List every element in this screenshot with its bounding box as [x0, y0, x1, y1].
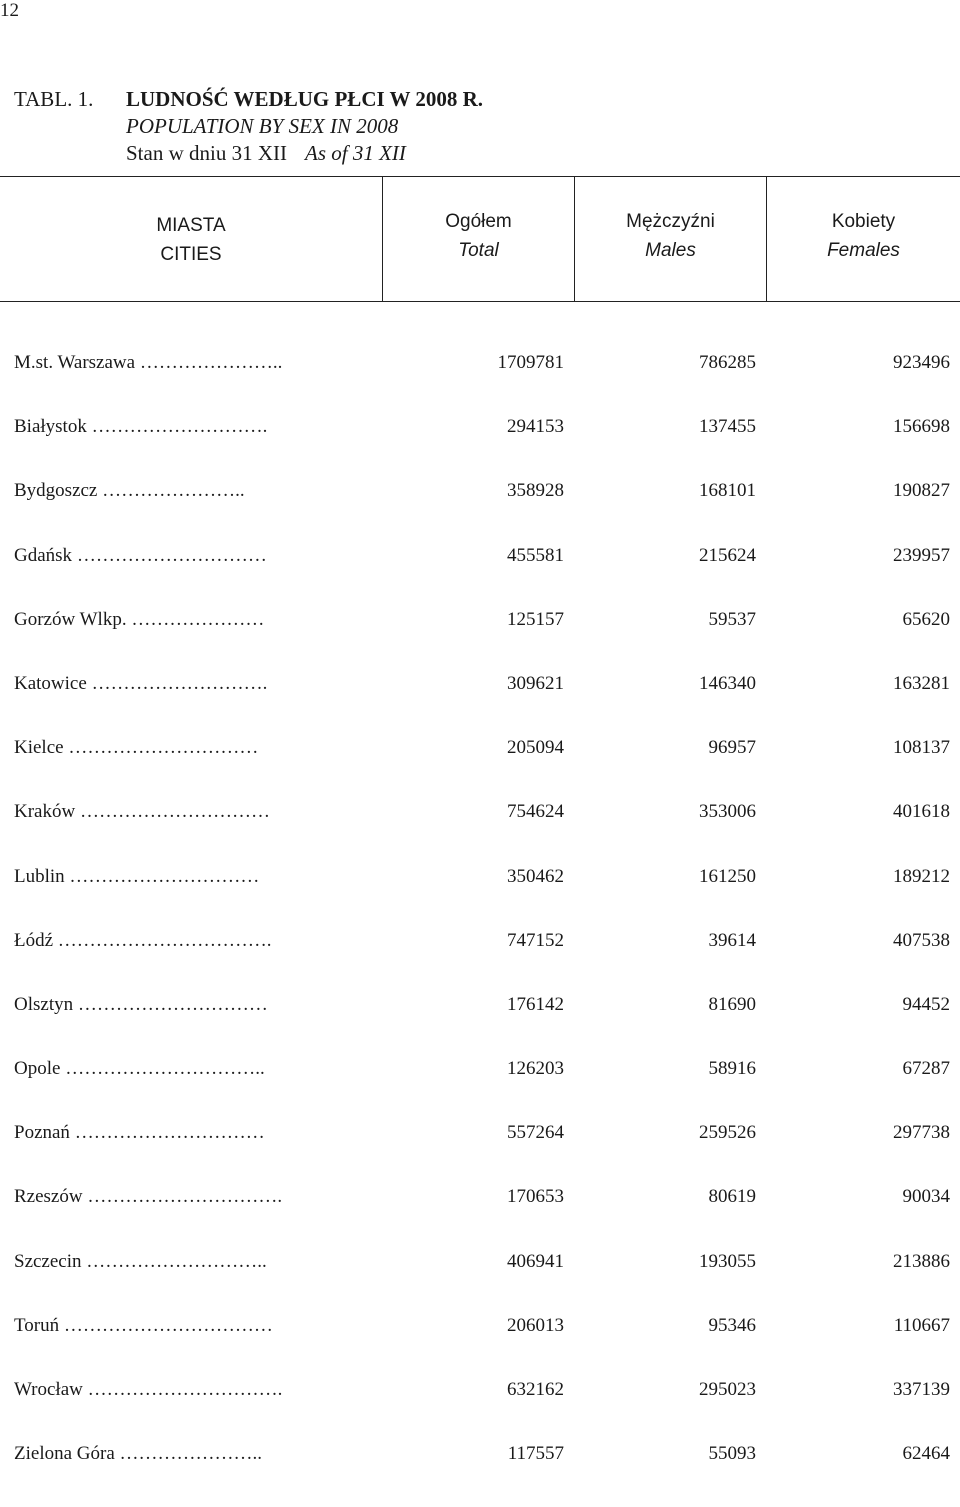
header-males: [575, 207, 766, 265]
dot-leader: …………………………: [69, 865, 260, 887]
table-body: [0, 352, 960, 1507]
city-name: M.st. Warszawa: [14, 352, 136, 373]
total-value: 125157: [507, 608, 564, 630]
table-row: [0, 1315, 960, 1379]
total-value: 455581: [507, 544, 564, 566]
header-males-en: Males: [645, 240, 696, 261]
males-value: 95346: [708, 1314, 756, 1336]
females-value: 337139: [893, 1379, 950, 1400]
city-name: Gdańsk: [14, 544, 73, 566]
table-row: [0, 930, 960, 994]
header-total-en: Total: [458, 240, 499, 261]
females-value: 94452: [902, 993, 950, 1015]
table-row: [0, 1058, 960, 1122]
dot-leader: …………………………: [68, 737, 259, 759]
males-value: 215624: [699, 544, 756, 566]
dot-leader: ………………………….: [87, 1379, 283, 1400]
city-cell: [14, 994, 364, 1016]
table-row: [0, 1443, 960, 1507]
city-name: Poznań: [14, 1122, 70, 1144]
city-cell: [14, 801, 364, 823]
header-females-en: Females: [827, 240, 900, 261]
dot-leader: …………………………….: [57, 929, 272, 951]
females-value: 297738: [893, 1122, 950, 1144]
total-value: 350462: [507, 865, 564, 887]
header-total: [383, 207, 574, 265]
city-cell: [14, 352, 364, 374]
title-english: POPULATION BY SEX IN 2008: [126, 114, 399, 138]
dot-leader: …………………………: [77, 993, 268, 1015]
males-value: 58916: [708, 1058, 756, 1080]
total-value: 205094: [507, 737, 564, 759]
city-cell: [14, 416, 364, 438]
females-value: 62464: [902, 1443, 950, 1465]
table-row: [0, 545, 960, 609]
table-row: [0, 994, 960, 1058]
city-cell: [14, 1379, 364, 1401]
header-males-pl: Mężczyźni: [626, 211, 715, 232]
females-value: 213886: [893, 1250, 950, 1272]
females-value: 108137: [893, 737, 950, 759]
dot-leader: …………………………: [79, 801, 270, 823]
dot-leader: …………………..: [139, 352, 283, 373]
header-females: [767, 207, 960, 265]
city-name: Kielce: [14, 737, 64, 759]
males-value: 353006: [699, 801, 756, 823]
males-value: 259526: [699, 1122, 756, 1144]
city-name: Szczecin: [14, 1250, 82, 1272]
total-value: 747152: [507, 929, 564, 951]
dot-leader: ………………………….: [87, 1186, 283, 1208]
city-name: Opole: [14, 1058, 61, 1080]
table-label: TABL. 1.: [14, 87, 94, 111]
males-value: 146340: [699, 672, 756, 694]
table-row: [0, 866, 960, 930]
males-value: 59537: [708, 608, 756, 630]
dot-leader: ……………………….: [91, 672, 268, 694]
table-row: [0, 1379, 960, 1443]
title-polish: LUDNOŚĆ WEDŁUG PŁCI W 2008 R.: [126, 87, 484, 111]
females-value: 65620: [902, 608, 950, 630]
city-name: Olsztyn: [14, 993, 74, 1015]
females-value: 110667: [893, 1314, 950, 1336]
males-value: 137455: [699, 416, 756, 438]
header-cities: [0, 211, 382, 269]
city-cell: [14, 1443, 364, 1465]
table-title-block: [14, 86, 483, 167]
males-value: 193055: [699, 1250, 756, 1272]
city-name: Kraków: [14, 801, 76, 823]
total-value: 1709781: [497, 352, 564, 373]
females-value: 407538: [893, 929, 950, 951]
dot-leader: ………………………..: [86, 1250, 267, 1272]
dot-leader: …………………..: [119, 1443, 263, 1465]
total-value: 294153: [507, 416, 564, 438]
dot-leader: ……………………………: [63, 1314, 273, 1336]
city-name: Katowice: [14, 672, 87, 694]
males-value: 295023: [699, 1379, 756, 1400]
males-value: 39614: [708, 929, 756, 951]
total-value: 309621: [507, 672, 564, 694]
males-value: 55093: [708, 1443, 756, 1465]
total-value: 126203: [507, 1058, 564, 1080]
city-name: Rzeszów: [14, 1186, 83, 1208]
city-cell: [14, 737, 364, 759]
total-value: 170653: [507, 1186, 564, 1208]
city-cell: [14, 480, 364, 502]
header-total-pl: Ogółem: [445, 211, 512, 232]
table-row: [0, 1122, 960, 1186]
total-value: 632162: [507, 1379, 564, 1400]
total-value: 406941: [507, 1250, 564, 1272]
header-cities-pl: MIASTA: [156, 215, 226, 236]
city-name: Zielona Góra: [14, 1443, 115, 1465]
city-name: Białystok: [14, 416, 87, 438]
table-row: [0, 416, 960, 480]
dot-leader: …………………………: [74, 1122, 265, 1144]
dot-leader: …………………..: [102, 480, 245, 502]
city-cell: [14, 866, 364, 888]
table-row: [0, 1251, 960, 1315]
males-value: 786285: [699, 352, 756, 373]
total-value: 206013: [507, 1314, 564, 1336]
city-cell: [14, 1186, 364, 1208]
city-cell: [14, 609, 364, 631]
total-value: 358928: [507, 480, 564, 502]
city-cell: [14, 1315, 364, 1337]
total-value: 754624: [507, 801, 564, 823]
females-value: 163281: [893, 672, 950, 694]
table-row: [0, 609, 960, 673]
females-value: 90034: [902, 1186, 950, 1208]
city-name: Bydgoszcz: [14, 480, 98, 502]
males-value: 96957: [708, 737, 756, 759]
title-line-main: [14, 86, 483, 113]
dot-leader: …………………………: [76, 544, 267, 566]
females-value: 923496: [893, 352, 950, 373]
city-cell: [14, 545, 364, 567]
city-cell: [14, 930, 364, 952]
table-row: [0, 801, 960, 865]
total-value: 117557: [507, 1443, 564, 1465]
table-row: [0, 673, 960, 737]
city-name: Toruń: [14, 1314, 60, 1336]
dot-leader: …………………………..: [65, 1058, 265, 1080]
females-value: 189212: [893, 865, 950, 887]
table-row: [0, 480, 960, 544]
table-row: [0, 1186, 960, 1250]
city-name: Lublin: [14, 865, 65, 887]
state-polish: Stan w dniu 31 XII: [126, 141, 287, 165]
page-number: 12: [0, 0, 19, 21]
city-cell: [14, 1251, 364, 1273]
header-cities-en: CITIES: [160, 244, 222, 265]
table-row: [0, 737, 960, 801]
females-value: 401618: [893, 801, 950, 823]
state-english: As of 31 XII: [305, 141, 406, 165]
females-value: 190827: [893, 480, 950, 502]
females-value: 156698: [893, 416, 950, 438]
city-cell: [14, 1058, 364, 1080]
dot-leader: …………………: [131, 608, 265, 630]
dot-leader: ……………………….: [91, 416, 268, 438]
table-header: [0, 176, 960, 302]
males-value: 168101: [699, 480, 756, 502]
males-value: 161250: [699, 865, 756, 887]
title-state-line: [14, 140, 483, 167]
table-row: [0, 352, 960, 416]
city-name: Gorzów Wlkp.: [14, 608, 127, 630]
city-cell: [14, 1122, 364, 1144]
males-value: 80619: [708, 1186, 756, 1208]
total-value: 176142: [507, 993, 564, 1015]
city-name: Wrocław: [14, 1379, 83, 1400]
city-name: Łódź: [14, 929, 54, 951]
header-females-pl: Kobiety: [831, 211, 896, 232]
city-cell: [14, 673, 364, 695]
males-value: 81690: [708, 993, 756, 1015]
females-value: 239957: [893, 544, 950, 566]
total-value: 557264: [507, 1122, 564, 1144]
females-value: 67287: [902, 1058, 950, 1080]
